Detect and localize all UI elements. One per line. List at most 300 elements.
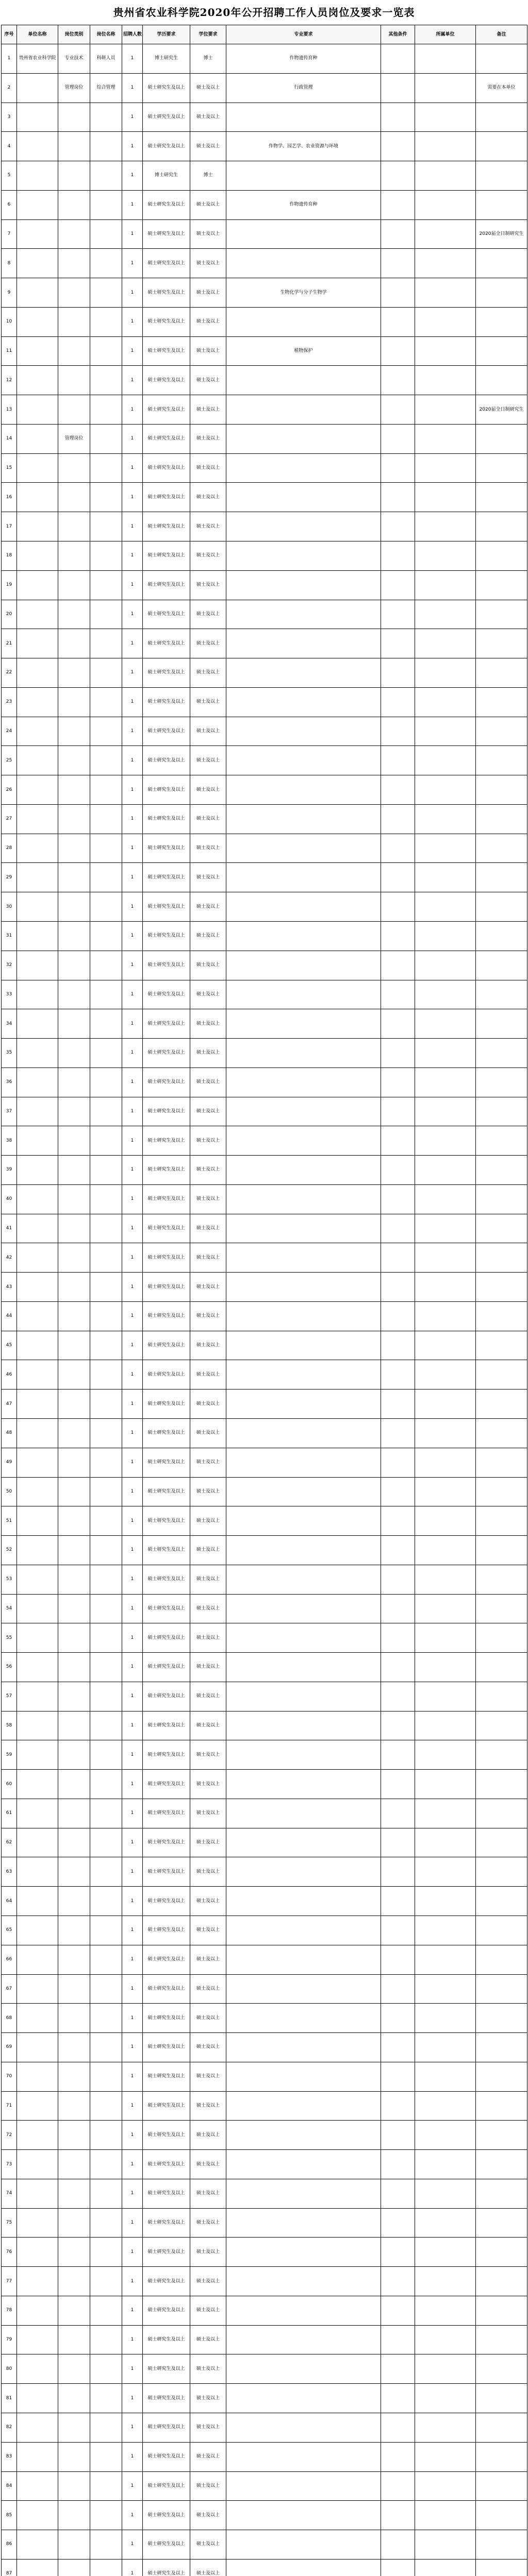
cell-cond: [381, 717, 415, 746]
cell-edu: 硕士研究生及以上: [143, 1682, 190, 1711]
cell-job: [90, 687, 122, 717]
cell-major: [226, 219, 381, 249]
cell-unit: [17, 424, 58, 453]
cell-job: [90, 1799, 122, 1828]
cell-edu: 硕士研究生及以上: [143, 1331, 190, 1360]
table-row: [2, 834, 527, 863]
cell-job: [90, 2238, 122, 2267]
cell-note: [476, 512, 527, 541]
cell-job: [90, 1623, 122, 1653]
cell-num: 1: [122, 1389, 143, 1419]
table-row: [2, 103, 527, 132]
cell-job: [90, 1740, 122, 1770]
cell-belong: [415, 2179, 476, 2208]
cell-edu: 硕士研究生及以上: [143, 395, 190, 425]
cell-no: 7: [2, 219, 17, 249]
cell-cat: [58, 132, 90, 161]
cell-num: 1: [122, 336, 143, 366]
cell-unit: [17, 307, 58, 336]
cell-job: [90, 219, 122, 249]
cell-edu: 硕士研究生及以上: [143, 1184, 190, 1214]
cell-edu: 硕士研究生及以上: [143, 921, 190, 951]
cell-belong: [415, 132, 476, 161]
cell-unit: [17, 1448, 58, 1477]
cell-deg: 硕士及以上: [190, 1273, 226, 1302]
cell-cond: [381, 2121, 415, 2150]
cell-deg: 硕士及以上: [190, 1360, 226, 1389]
cell-num: 1: [122, 219, 143, 249]
cell-num: 1: [122, 1418, 143, 1448]
cell-job: [90, 2413, 122, 2443]
cell-cond: [381, 1273, 415, 1302]
table-row: [2, 980, 527, 1009]
table-row: [2, 1565, 527, 1594]
cell-edu: 硕士研究生及以上: [143, 541, 190, 571]
table-row: [2, 1389, 527, 1419]
cell-num: 1: [122, 921, 143, 951]
cell-major: [226, 2354, 381, 2384]
cell-job: [90, 541, 122, 571]
cell-edu: 硕士研究生及以上: [143, 980, 190, 1009]
table-row: [2, 2413, 527, 2443]
cell-cond: [381, 395, 415, 425]
cell-job: [90, 1009, 122, 1039]
cell-unit: [17, 1740, 58, 1770]
cell-cat: [58, 1477, 90, 1506]
cell-num: 1: [122, 980, 143, 1009]
cell-deg: 硕士及以上: [190, 1565, 226, 1594]
cell-num: 1: [122, 2208, 143, 2238]
cell-edu: 硕士研究生及以上: [143, 1740, 190, 1770]
cell-edu: 硕士研究生及以上: [143, 1273, 190, 1302]
cell-belong: [415, 2091, 476, 2121]
cell-belong: [415, 1184, 476, 1214]
cell-cond: [381, 2150, 415, 2179]
cell-belong: [415, 1857, 476, 1887]
cell-cat: [58, 629, 90, 658]
cell-unit: [17, 1653, 58, 1682]
cell-cat: [58, 1828, 90, 1857]
cell-deg: 硕士及以上: [190, 1653, 226, 1682]
cell-note: [476, 1389, 527, 1419]
cell-cat: [58, 1126, 90, 1156]
cell-cat: [58, 1506, 90, 1536]
cell-major: [226, 2267, 381, 2296]
cell-edu: 硕士研究生及以上: [143, 717, 190, 746]
cell-cat: [58, 2004, 90, 2033]
cell-job: [90, 1389, 122, 1419]
cell-cond: [381, 2091, 415, 2121]
cell-job: [90, 2150, 122, 2179]
cell-belong: [415, 775, 476, 805]
cell-edu: 硕士研究生及以上: [143, 1418, 190, 1448]
cell-job: [90, 2296, 122, 2325]
cell-cond: [381, 2179, 415, 2208]
cell-belong: [415, 1097, 476, 1126]
cell-major: [226, 570, 381, 600]
cell-cond: [381, 746, 415, 775]
cell-major: 植物保护: [226, 336, 381, 366]
cell-no: 82: [2, 2413, 17, 2443]
cell-edu: 硕士研究生及以上: [143, 2267, 190, 2296]
cell-note: [476, 1448, 527, 1477]
cell-no: 21: [2, 629, 17, 658]
cell-cat: [58, 1156, 90, 1185]
cell-no: 28: [2, 834, 17, 863]
cell-no: 23: [2, 687, 17, 717]
cell-unit: [17, 190, 58, 219]
cell-major: [226, 1682, 381, 1711]
table-row: [2, 132, 527, 161]
cell-unit: [17, 2238, 58, 2267]
cell-belong: [415, 219, 476, 249]
cell-unit: [17, 804, 58, 834]
cell-job: [90, 1039, 122, 1068]
cell-major: [226, 1301, 381, 1331]
cell-edu: 硕士研究生及以上: [143, 570, 190, 600]
cell-major: [226, 863, 381, 892]
cell-unit: [17, 687, 58, 717]
cell-belong: [415, 483, 476, 512]
cell-job: [90, 453, 122, 483]
cell-unit: [17, 366, 58, 395]
cell-job: [90, 863, 122, 892]
header-cell: 学位要求: [190, 25, 226, 44]
table-row: [2, 775, 527, 805]
cell-job: [90, 951, 122, 980]
cell-edu: 硕士研究生及以上: [143, 804, 190, 834]
cell-major: [226, 307, 381, 336]
cell-job: [90, 132, 122, 161]
table-row: [2, 73, 527, 103]
cell-edu: 硕士研究生及以上: [143, 1594, 190, 1623]
cell-belong: [415, 1360, 476, 1389]
cell-no: 62: [2, 1828, 17, 1857]
header-cell: 序号: [2, 25, 17, 44]
table-row: [2, 453, 527, 483]
cell-note: [476, 1126, 527, 1156]
cell-deg: 硕士及以上: [190, 219, 226, 249]
cell-cat: [58, 2354, 90, 2384]
cell-cond: [381, 453, 415, 483]
cell-unit: [17, 132, 58, 161]
cell-major: [226, 366, 381, 395]
cell-num: 1: [122, 775, 143, 805]
cell-edu: 硕士研究生及以上: [143, 1916, 190, 1945]
cell-no: 27: [2, 804, 17, 834]
cell-job: [90, 804, 122, 834]
cell-major: [226, 1009, 381, 1039]
cell-unit: [17, 2354, 58, 2384]
cell-unit: [17, 1594, 58, 1623]
cell-no: 60: [2, 1770, 17, 1799]
cell-no: 63: [2, 1857, 17, 1887]
cell-cat: [58, 1273, 90, 1302]
cell-no: 77: [2, 2267, 17, 2296]
cell-no: 43: [2, 1273, 17, 1302]
table-row: [2, 2354, 527, 2384]
table-row: [2, 1653, 527, 1682]
cell-major: [226, 2004, 381, 2033]
table-row: [2, 1506, 527, 1536]
table-row: [2, 336, 527, 366]
cell-num: 1: [122, 2033, 143, 2062]
cell-cat: [58, 1243, 90, 1273]
cell-unit: [17, 336, 58, 366]
cell-cat: [58, 980, 90, 1009]
cell-cat: [58, 1067, 90, 1097]
cell-num: 1: [122, 1711, 143, 1740]
cell-job: [90, 1974, 122, 2004]
cell-unit: [17, 1126, 58, 1156]
cell-belong: [415, 1418, 476, 1448]
header-cell: 学历要求: [143, 25, 190, 44]
cell-unit: [17, 2208, 58, 2238]
cell-cat: [58, 103, 90, 132]
cell-edu: 硕士研究生及以上: [143, 1009, 190, 1039]
cell-major: [226, 951, 381, 980]
table-row: [2, 424, 527, 453]
cell-note: [476, 1740, 527, 1770]
cell-deg: 硕士及以上: [190, 424, 226, 453]
cell-no: 4: [2, 132, 17, 161]
cell-unit: [17, 1184, 58, 1214]
cell-note: [476, 1799, 527, 1828]
cell-unit: [17, 2442, 58, 2471]
cell-num: 1: [122, 2004, 143, 2033]
cell-unit: [17, 892, 58, 922]
cell-deg: 硕士及以上: [190, 1770, 226, 1799]
cell-deg: 硕士及以上: [190, 336, 226, 366]
cell-belong: [415, 1067, 476, 1097]
cell-num: 1: [122, 687, 143, 717]
cell-edu: 硕士研究生及以上: [143, 1799, 190, 1828]
cell-no: 86: [2, 2530, 17, 2560]
cell-belong: [415, 1711, 476, 1740]
cell-deg: 硕士及以上: [190, 541, 226, 571]
cell-major: [226, 1214, 381, 1243]
cell-unit: [17, 453, 58, 483]
cell-cond: [381, 2442, 415, 2471]
cell-cond: [381, 44, 415, 74]
cell-job: [90, 2354, 122, 2384]
cell-no: 41: [2, 1214, 17, 1243]
cell-job: [90, 1184, 122, 1214]
cell-major: [226, 2413, 381, 2443]
cell-job: [90, 2530, 122, 2560]
cell-cond: [381, 2384, 415, 2413]
cell-edu: 硕士研究生及以上: [143, 1857, 190, 1887]
cell-belong: [415, 2150, 476, 2179]
cell-job: [90, 1097, 122, 1126]
cell-num: 1: [122, 2238, 143, 2267]
cell-note: [476, 1565, 527, 1594]
cell-deg: 硕士及以上: [190, 834, 226, 863]
cell-unit: [17, 1067, 58, 1097]
cell-major: [226, 1536, 381, 1565]
table-row: [2, 512, 527, 541]
cell-belong: [415, 1389, 476, 1419]
cell-cat: [58, 190, 90, 219]
cell-edu: 硕士研究生及以上: [143, 775, 190, 805]
cell-no: 24: [2, 717, 17, 746]
cell-note: [476, 2091, 527, 2121]
cell-note: [476, 541, 527, 571]
cell-cond: [381, 1067, 415, 1097]
cell-no: 81: [2, 2384, 17, 2413]
cell-job: [90, 1653, 122, 1682]
table-row: [2, 1740, 527, 1770]
header-cell: 岗位类别: [58, 25, 90, 44]
cell-cond: [381, 2062, 415, 2091]
cell-cat: [58, 278, 90, 308]
cell-no: 56: [2, 1653, 17, 1682]
header-cell: 所属单位: [415, 25, 476, 44]
cell-edu: 硕士研究生及以上: [143, 2559, 190, 2576]
cell-cat: [58, 834, 90, 863]
cell-num: 1: [122, 1243, 143, 1273]
cell-no: 16: [2, 483, 17, 512]
cell-note: [476, 717, 527, 746]
cell-note: 2020届全日制研究生: [476, 219, 527, 249]
cell-no: 15: [2, 453, 17, 483]
cell-edu: 硕士研究生及以上: [143, 1623, 190, 1653]
cell-cat: [58, 2442, 90, 2471]
cell-deg: 硕士及以上: [190, 1594, 226, 1623]
cell-cat: [58, 1623, 90, 1653]
cell-no: 70: [2, 2062, 17, 2091]
cell-cat: [58, 1184, 90, 1214]
cell-unit: [17, 2384, 58, 2413]
cell-cond: [381, 1623, 415, 1653]
cell-cat: [58, 775, 90, 805]
cell-num: 1: [122, 366, 143, 395]
cell-cat: [58, 161, 90, 191]
cell-job: [90, 1945, 122, 1974]
cell-belong: [415, 1301, 476, 1331]
cell-belong: [415, 1770, 476, 1799]
table-row: [2, 483, 527, 512]
cell-deg: 硕士及以上: [190, 1039, 226, 1068]
cell-cat: [58, 1360, 90, 1389]
cell-job: [90, 1214, 122, 1243]
cell-cond: [381, 1214, 415, 1243]
cell-edu: 硕士研究生及以上: [143, 2238, 190, 2267]
cell-edu: 硕士研究生及以上: [143, 1214, 190, 1243]
cell-cond: [381, 2501, 415, 2530]
table-row: [2, 1770, 527, 1799]
cell-deg: 硕士及以上: [190, 658, 226, 688]
cell-note: [476, 2296, 527, 2325]
cell-deg: 硕士及以上: [190, 1097, 226, 1126]
cell-num: 1: [122, 892, 143, 922]
cell-deg: 硕士及以上: [190, 1506, 226, 1536]
cell-deg: 硕士及以上: [190, 1067, 226, 1097]
cell-unit: [17, 1857, 58, 1887]
cell-cond: [381, 278, 415, 308]
cell-unit: [17, 1799, 58, 1828]
cell-job: [90, 1418, 122, 1448]
cell-cat: [58, 1857, 90, 1887]
cell-cat: [58, 512, 90, 541]
cell-deg: 硕士及以上: [190, 746, 226, 775]
cell-edu: 硕士研究生及以上: [143, 1506, 190, 1536]
cell-major: [226, 395, 381, 425]
cell-belong: [415, 1156, 476, 1185]
cell-note: [476, 336, 527, 366]
cell-major: [226, 1887, 381, 1916]
cell-no: 45: [2, 1331, 17, 1360]
cell-no: 50: [2, 1477, 17, 1506]
cell-belong: [415, 1448, 476, 1477]
cell-deg: 硕士及以上: [190, 2559, 226, 2576]
cell-cond: [381, 2413, 415, 2443]
cell-cat: [58, 2296, 90, 2325]
cell-note: [476, 980, 527, 1009]
cell-job: [90, 1857, 122, 1887]
cell-unit: [17, 1623, 58, 1653]
cell-deg: 硕士及以上: [190, 600, 226, 629]
cell-belong: [415, 424, 476, 453]
table-row: [2, 1857, 527, 1887]
cell-no: 13: [2, 395, 17, 425]
cell-cat: [58, 1389, 90, 1419]
cell-belong: [415, 980, 476, 1009]
cell-deg: 硕士及以上: [190, 2062, 226, 2091]
cell-edu: 硕士研究生及以上: [143, 2004, 190, 2033]
cell-deg: 硕士及以上: [190, 1126, 226, 1156]
cell-note: [476, 103, 527, 132]
cell-belong: [415, 2530, 476, 2560]
cell-job: [90, 395, 122, 425]
cell-cond: [381, 1331, 415, 1360]
cell-major: 行政管理: [226, 73, 381, 103]
table-row: [2, 278, 527, 308]
cell-deg: 硕士及以上: [190, 2296, 226, 2325]
cell-job: [90, 1448, 122, 1477]
table-row: [2, 921, 527, 951]
cell-edu: 硕士研究生及以上: [143, 1653, 190, 1682]
cell-belong: [415, 629, 476, 658]
cell-cat: [58, 717, 90, 746]
cell-cat: [58, 600, 90, 629]
cell-cat: [58, 366, 90, 395]
cell-num: 1: [122, 1916, 143, 1945]
cell-cat: [58, 2033, 90, 2062]
cell-belong: [415, 834, 476, 863]
cell-deg: 硕士及以上: [190, 2033, 226, 2062]
cell-deg: 硕士及以上: [190, 1623, 226, 1653]
cell-note: [476, 2325, 527, 2354]
cell-no: 26: [2, 775, 17, 805]
cell-unit: [17, 541, 58, 571]
cell-major: [226, 804, 381, 834]
cell-major: [226, 1506, 381, 1536]
cell-deg: 硕士及以上: [190, 1301, 226, 1331]
cell-major: 作物遗传育种: [226, 44, 381, 74]
cell-num: 1: [122, 717, 143, 746]
cell-cond: [381, 1360, 415, 1389]
cell-edu: 硕士研究生及以上: [143, 2091, 190, 2121]
cell-major: 作物遗传育种: [226, 190, 381, 219]
table-row: [2, 190, 527, 219]
cell-major: [226, 103, 381, 132]
cell-cat: [58, 658, 90, 688]
cell-edu: 硕士研究生及以上: [143, 2501, 190, 2530]
cell-belong: [415, 1799, 476, 1828]
cell-note: [476, 1711, 527, 1740]
cell-job: [90, 366, 122, 395]
